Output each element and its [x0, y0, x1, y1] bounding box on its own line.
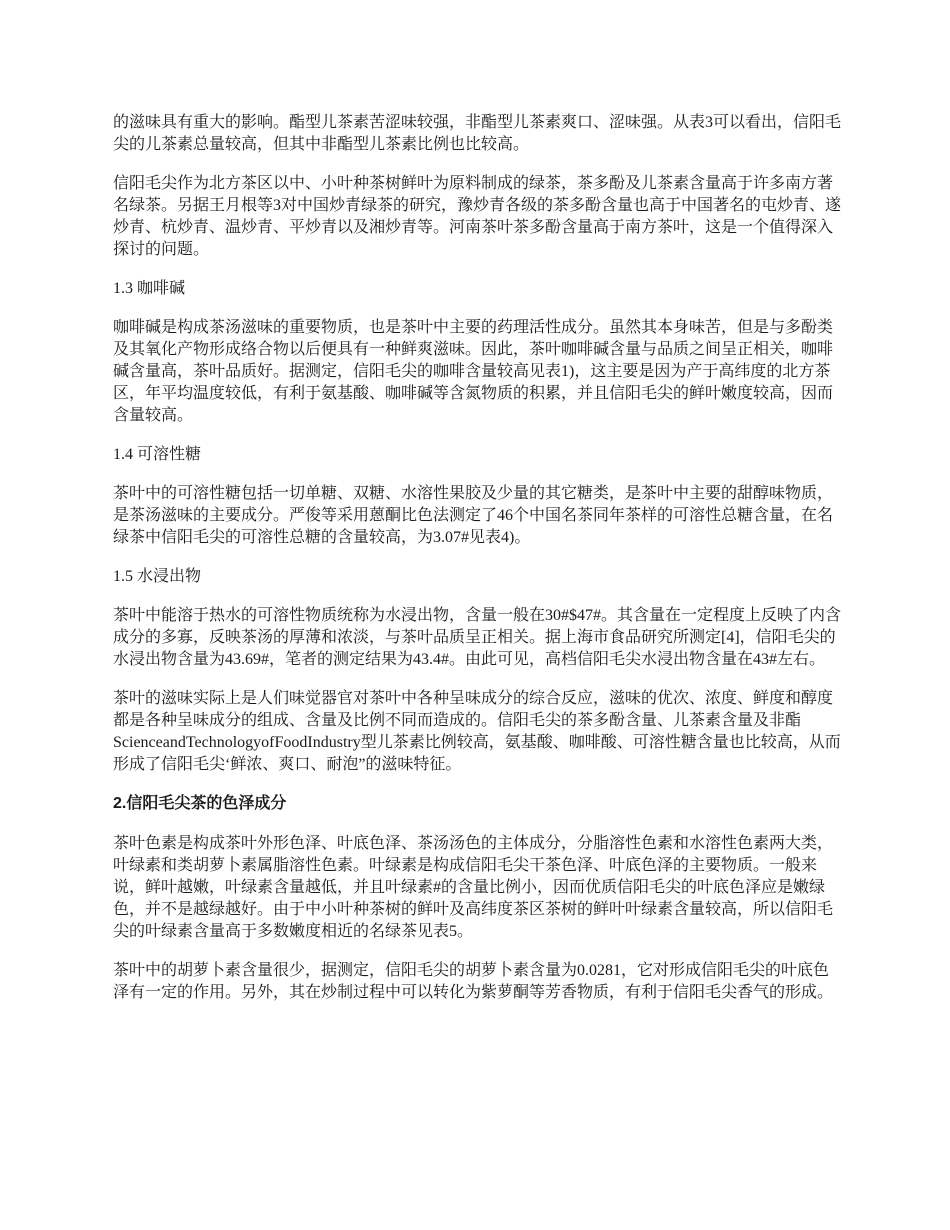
- paragraph-pigments: 茶叶色素是构成茶叶外形色泽、叶底色泽、茶汤汤色的主体成分，分脂溶性色素和水溶性色素两大类，叶绿素和类胡萝卜素属脂溶性色素。叶绿素是构成信阳毛尖干茶色泽、叶底色泽的主要物质。一般来说，鲜叶越嫩，叶绿素含量越低，并且叶绿素#的含量比例小，因而优质信阳毛尖的叶底色泽应是嫩绿色，并不是越绿越好。由于中小叶种茶树的鲜叶及高纬度茶区茶树的鲜叶叶绿素含量较高，所以信阳毛尖的叶绿素含量高于多数嫩度相近的名绿茶见表5。: [113, 835, 834, 940]
- paragraph-carotene: 茶叶中的胡萝卜素含量很少，据测定，信阳毛尖的胡萝卜素含量为0.0281，它对形成信阳毛尖的叶底色泽有一定的作用。另外，其在炒制过程中可以转化为紫萝酮等芳香物质，有利于信阳毛尖香气的形成。: [113, 962, 834, 1001]
- paragraph-soluble-sugar: 茶叶中的可溶性糖包括一切单糖、双糖、水溶性果胶及少量的其它糖类，是茶叶中主要的甜醇味物质，是茶汤滋味的主要成分。严俊等采用蒽酮比色法测定了46个中国名茶同年茶样的可溶性总糖含量，在名绿茶中信阳毛尖的可溶性总糖的含量较高，为3.07#见表4)。: [113, 485, 834, 546]
- paragraph-caffeine: 咖啡碱是构成茶汤滋味的重要物质，也是茶叶中主要的药理活性成分。虽然其本身味苦，但是与多酚类及其氧化产物形成络合物以后便具有一种鲜爽滋味。因此，茶叶咖啡碱含量与品质之间呈正相关，咖啡碱含量高，茶叶品质好。据测定，信阳毛尖的咖啡含量较高见表1)，这主要是因为产于高纬度的北方茶区，年平均温度较低，有利于氨基酸、咖啡碱等含氮物质的积累，并且信阳毛尖的鲜叶嫩度较高，因而含量较高。: [113, 319, 834, 424]
- paragraph-taste-summary: 茶叶的滋味实际上是人们味觉器官对茶叶中各种呈味成分的综合反应，滋味的优次、浓度、鲜度和醇度都是各种呈味成分的组成、含量及比例不同而造成的。信阳毛尖的茶多酚含量、儿茶素含量及非酯ScienceandTechnologyofFoodIndustry型儿茶素比例较高，氨基酸、咖啡酸、可溶性糖含量也比较高，从而形成了信阳毛尖‘鲜浓、爽口、耐泡”的滋味特征。: [113, 690, 841, 773]
- paragraph-water-extract: 茶叶中能溶于热水的可溶性物质统称为水浸出物，含量一般在30#$47#。其含量在一定程度上反映了内含成分的多寡，反映茶汤的厚薄和浓淡，与茶叶品质呈正相关。据上海市食品研究所测定[4]，信阳毛尖的水浸出物含量为43.69#，笔者的测定结果为43.4#。由此可见，高档信阳毛尖水浸出物含量在43#左右。: [113, 607, 842, 668]
- paragraph-tea-polyphenol-comparison: 信阳毛尖作为北方茶区以中、小叶种茶树鲜叶为原料制成的绿茶，茶多酚及儿茶素含量高于许多南方著名绿茶。另据王月根等3对中国炒青绿茶的研究，豫炒青各级的茶多酚含量也高于中国著名的屯炒青、遂炒青、杭炒青、温炒青、平炒青以及湘炒青等。河南茶叶茶多酚含量高于南方茶叶，这是一个值得深入探讨的问题。: [113, 175, 842, 258]
- paragraph-catechin-taste: 的滋味具有重大的影响。酯型儿茶素苦涩味较强，非酯型儿茶素爽口、涩味强。从表3可以看出，信阳毛尖的儿茶素总量较高，但其中非酯型儿茶素比例也比较高。: [113, 114, 842, 153]
- document-page: [113, 112, 843, 1021]
- section-heading-color-components: 2.信阳毛尖茶的色泽成分: [113, 795, 287, 812]
- subheading-water-extract: 1.5 水浸出物: [113, 568, 202, 585]
- subheading-soluble-sugar: 1.4 可溶性糖: [113, 446, 202, 463]
- subheading-caffeine: 1.3 咖啡碱: [113, 280, 186, 297]
